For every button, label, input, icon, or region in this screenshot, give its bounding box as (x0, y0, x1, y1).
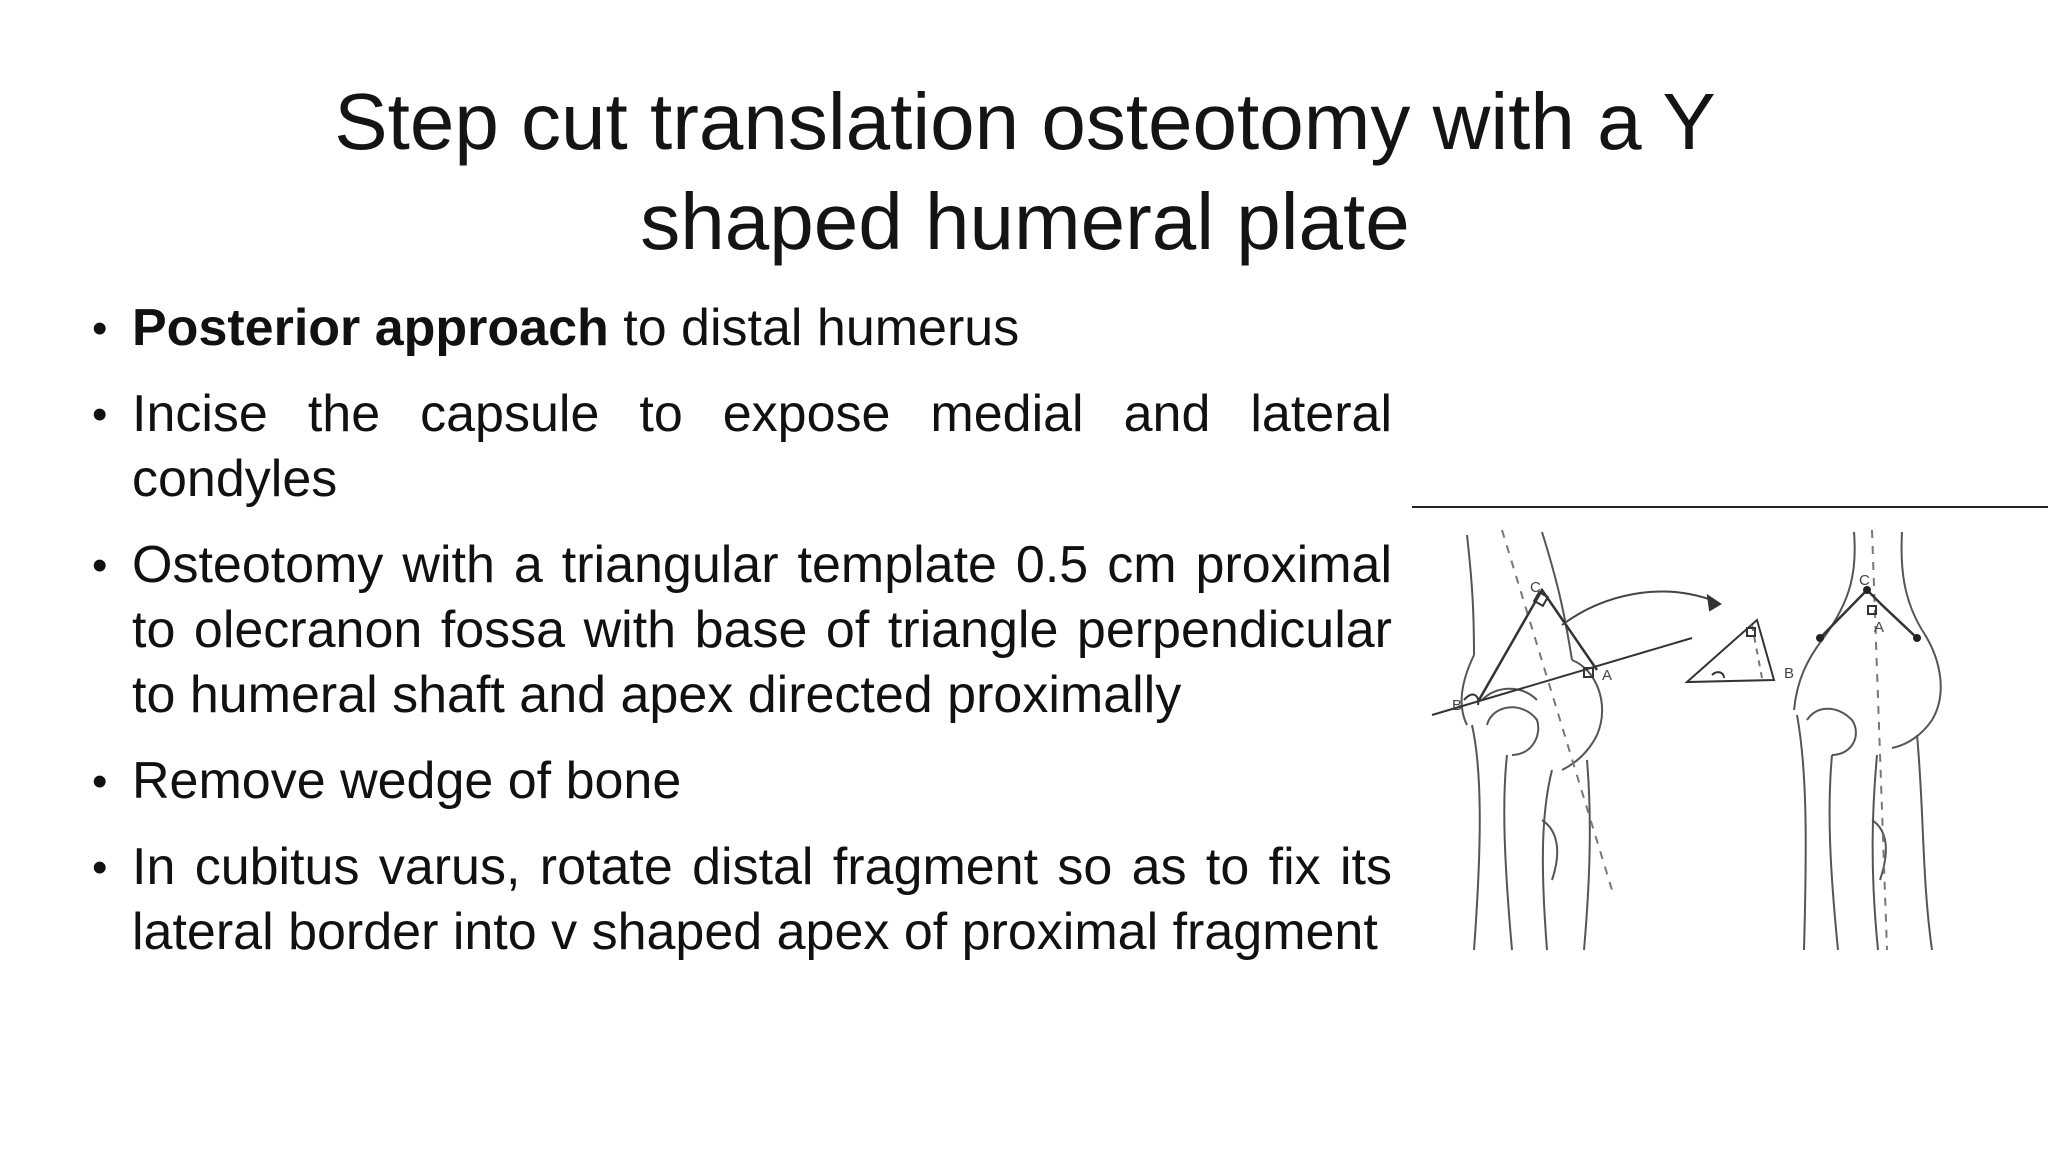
label-c-right: C (1859, 572, 1870, 589)
elbow-before-osteotomy (1432, 530, 1720, 950)
bullet-marker: • (92, 390, 108, 439)
bullet-marker: • (92, 757, 108, 806)
title-line-2: shaped humeral plate (640, 177, 1410, 266)
label-a-right: A (1874, 619, 1885, 636)
elbow-after-osteotomy (1784, 530, 1941, 950)
osteotomy-diagram (1412, 520, 2048, 980)
bullet-text: In cubitus varus, rotate distal fragment so as to fix its lateral border into v shaped apex of proximal fragment (132, 838, 1392, 961)
removed-bone-wedge (1687, 620, 1774, 682)
bullet-item (92, 382, 1392, 512)
title-line-1: Step cut translation osteotomy with a Y (334, 77, 1716, 166)
bullet-text: Osteotomy with a triangular template 0.5 cm proximal to olecranon fossa with base of triangle perpendicular to humeral shaft and apex directed proximally (132, 536, 1392, 724)
bullet-text: Incise the capsule to expose medial and lateral condyles (132, 385, 1392, 508)
bullet-text: Remove wedge of bone (132, 752, 682, 810)
bullet-item (92, 296, 1392, 361)
slide-title (200, 72, 1850, 272)
divider-line (1412, 506, 2048, 508)
bullet-bold-text: Posterior approach (132, 299, 609, 357)
label-c-left: C (1530, 579, 1541, 596)
label-a-left: A (1602, 667, 1613, 684)
bullet-list (92, 296, 1392, 986)
bullet-marker: • (92, 304, 108, 353)
bullet-item (92, 749, 1392, 814)
bullet-item (92, 533, 1392, 728)
bullet-item (92, 835, 1392, 965)
bullet-text: to distal humerus (608, 299, 1020, 357)
label-b-left: B (1452, 697, 1463, 714)
bullet-marker: • (92, 541, 108, 590)
label-b-right: B (1784, 665, 1795, 682)
bullet-marker: • (92, 843, 108, 892)
